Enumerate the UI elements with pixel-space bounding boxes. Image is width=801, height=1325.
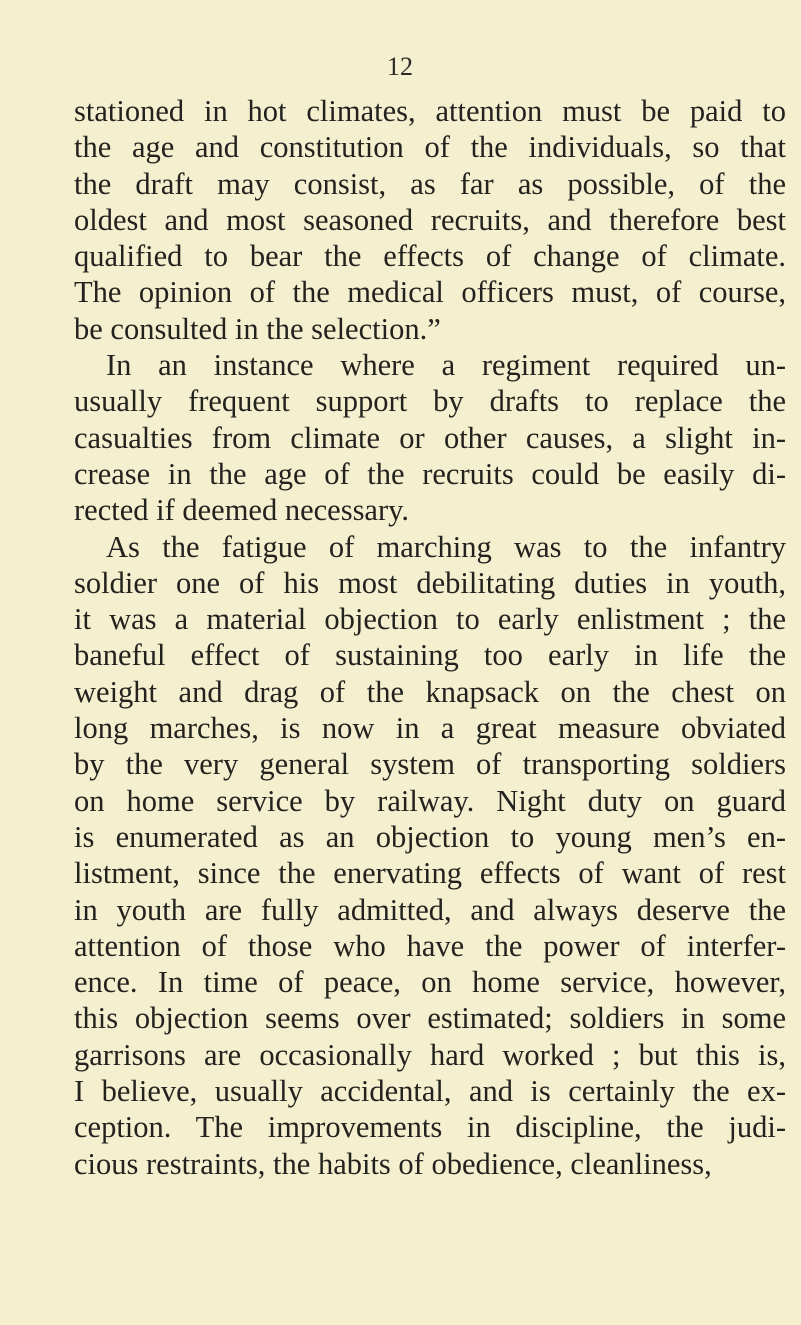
- text-line: listment, since the enervating effects of want of rest: [74, 856, 786, 891]
- text-line: cious restraints, the habits of obedience, cleanliness,: [74, 1146, 712, 1181]
- text-line: it was a material objection to early enlistment ; the: [74, 602, 786, 637]
- text-line: soldier one of his most debilitating duties in youth,: [74, 565, 786, 600]
- text-line: attention of those who have the power of interfer-: [74, 928, 786, 963]
- text-line: this objection seems over estimated; soldiers in some: [74, 1001, 786, 1036]
- text-line: The opinion of the medical officers must, of course,: [74, 275, 786, 310]
- text-line: the age and constitution of the individuals, so that: [74, 130, 786, 165]
- text-line: on home service by railway. Night duty on guard: [74, 783, 786, 818]
- text-line: the draft may consist, as far as possible, of the: [74, 166, 786, 201]
- text-line: casualties from climate or other causes, a slight in-: [74, 420, 786, 455]
- body-text: [74, 93, 786, 1182]
- text-line: usually frequent support by drafts to replace the: [74, 384, 786, 419]
- text-line: baneful effect of sustaining too early in life the: [74, 638, 786, 673]
- text-line: be consulted in the selection.”: [74, 311, 441, 346]
- page-number: 12: [387, 52, 413, 81]
- paragraph-start: As the fatigue of marching was to the infantry: [106, 529, 786, 564]
- text-line: by the very general system of transporting soldiers: [74, 747, 786, 782]
- text-line: weight and drag of the knapsack on the chest on: [74, 674, 786, 709]
- text-line: crease in the age of the recruits could be easily di-: [74, 456, 786, 491]
- text-line: rected if deemed necessary.: [74, 493, 410, 528]
- text-line: in youth are fully admitted, and always deserve the: [74, 892, 786, 927]
- text-line: ence. In time of peace, on home service, however,: [74, 965, 786, 1000]
- text-line: is enumerated as an objection to young men’s en-: [74, 819, 786, 854]
- text-line: I believe, usually accidental, and is certainly the ex-: [74, 1074, 786, 1109]
- text-line: ception. The improvements in discipline, the judi-: [74, 1110, 786, 1145]
- paragraph-start: In an instance where a regiment required un-: [106, 348, 786, 383]
- text-line: garrisons are occasionally hard worked ; but this is,: [74, 1037, 786, 1072]
- text-line: oldest and most seasoned recruits, and therefore best: [74, 202, 786, 237]
- text-line: long marches, is now in a great measure obviated: [74, 711, 786, 746]
- text-line: stationed in hot climates, attention must be paid to: [74, 94, 786, 128]
- text-line: qualified to bear the effects of change of climate.: [74, 239, 786, 274]
